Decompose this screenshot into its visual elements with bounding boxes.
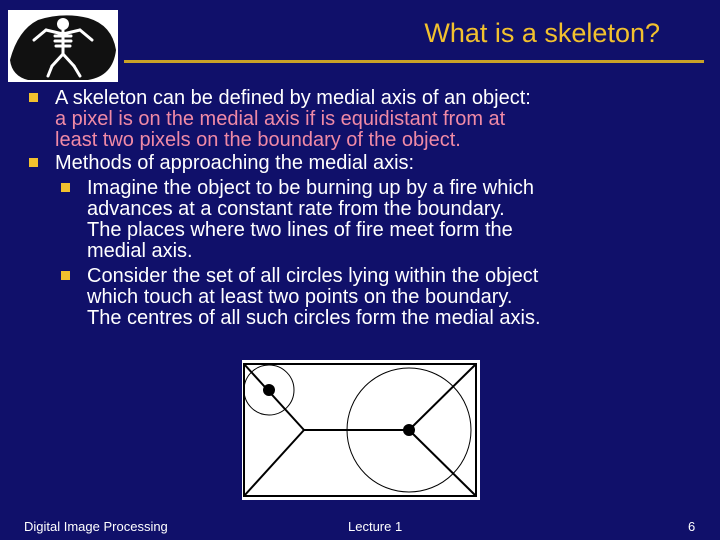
medial-axis-lines (244, 364, 476, 496)
bullet-definition (21, 88, 695, 151)
title-divider (124, 60, 704, 63)
footer-course: Digital Image Processing (24, 519, 168, 534)
medial-axis-figure (242, 360, 480, 500)
bullet-marker-icon (61, 183, 70, 192)
bullet-marker-icon (29, 158, 38, 167)
bullet-methods (21, 153, 695, 174)
bullet-fire-method (21, 178, 695, 262)
footer-lecture: Lecture 1 (348, 519, 403, 534)
bullet-definition-line3: least two pixels on the boundary of the object. (55, 129, 461, 151)
bullet-circles-method (21, 266, 695, 329)
bullet-circles-line2: which touch at least two points on the boundary. (87, 286, 513, 308)
small-circle-centre (263, 384, 275, 396)
slide-title: What is a skeleton? (424, 18, 660, 48)
bullet-definition-line2: a pixel is on the medial axis if is equidistant from at (55, 108, 506, 130)
bullet-fire-line3: The places where two lines of fire meet form the (87, 219, 513, 241)
bullet-fire-line2: advances at a constant rate from the boundary. (87, 198, 505, 220)
footer-page-number: 6 (688, 519, 696, 534)
bullet-circles-line1: Consider the set of all circles lying within the object (87, 265, 539, 287)
bullet-fire-line4: medial axis. (87, 240, 193, 262)
bullet-methods-text: Methods of approaching the medial axis: (55, 152, 415, 174)
bullet-circles-line3: The centres of all such circles form the medial axis. (87, 307, 541, 329)
large-circle-centre (403, 424, 415, 436)
skeleton-logo (8, 10, 118, 82)
bullet-fire-line1: Imagine the object to be burning up by a fire which (87, 177, 534, 199)
bullet-marker-icon (29, 93, 38, 102)
bullet-definition-line1: A skeleton can be defined by medial axis of an object: (55, 87, 531, 109)
medial-axis-diagram (242, 360, 480, 500)
bullet-marker-icon (61, 271, 70, 280)
dancing-skeleton-icon (8, 10, 118, 82)
bullet-list (55, 88, 695, 329)
